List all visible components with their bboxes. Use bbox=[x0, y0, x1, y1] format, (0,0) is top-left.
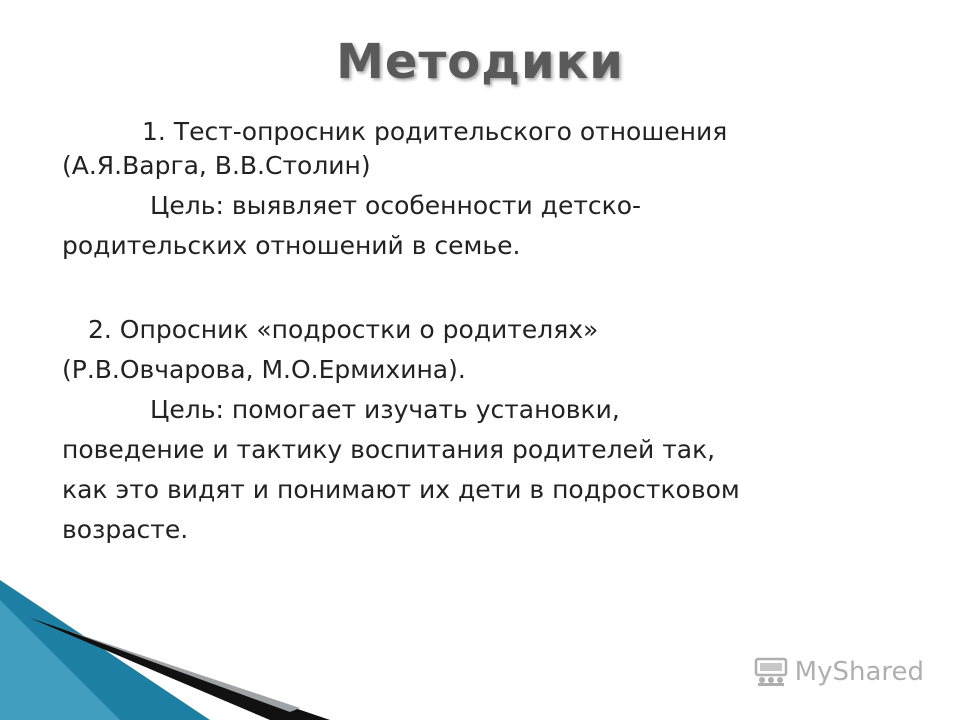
item-2-goal-label: Цель bbox=[150, 395, 216, 424]
watermark-text: MyShared bbox=[794, 657, 924, 687]
item-2-goal-line-4: возрасте. bbox=[62, 515, 189, 544]
item-1-goal-text: : выявляет особенности детско- bbox=[215, 191, 642, 220]
item-1-heading-line-2: (А.Я.Варга, В.В.Столин) bbox=[62, 151, 371, 180]
item-1-goal-line-2: родительских отношений в семье. bbox=[62, 231, 521, 260]
item-1-goal-label: Цель bbox=[150, 191, 216, 220]
item-2-goal-line-3: как это видят и понимают их дети в подростковом bbox=[62, 475, 740, 504]
item-2-goal-line-1 bbox=[62, 390, 922, 430]
classroom-board-icon bbox=[753, 657, 789, 687]
item-2-goal-line-2: поведение и тактику воспитания родителей так, bbox=[62, 435, 716, 464]
item-1-heading-line-1: 1. Тест-опросник родительского отношения bbox=[142, 117, 728, 146]
item-1-goal-line-1 bbox=[62, 186, 922, 226]
item-2-heading-line-1: 2. Опросник «подростки о родителях» bbox=[88, 315, 599, 344]
item-2-goal-text: : помогает изучать установки, bbox=[215, 395, 620, 424]
slide-body bbox=[62, 112, 922, 550]
slide-title: Методики bbox=[336, 34, 624, 90]
item-2-heading-line-2: (Р.В.Овчарова, М.О.Ермихина). bbox=[62, 355, 466, 384]
watermark bbox=[753, 652, 924, 692]
decorative-swoosh bbox=[0, 580, 330, 720]
item-spacer bbox=[62, 266, 922, 310]
